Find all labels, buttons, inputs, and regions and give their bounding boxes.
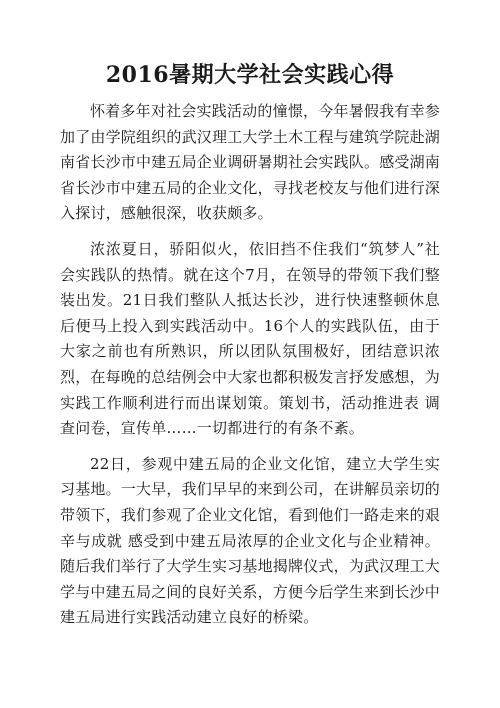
paragraph-1: 怀着多年对社会实践活动的憧憬，今年暑假我有幸参加了由学院组织的武汉理工大学土木工程与建筑学院赴湖南省长沙市中建五局企业调研暑期社会实践队。感受湖南省长沙市中建五局的企业文化，寻找老校友与他们进行深入探讨，感触很深，收获颇多。	[60, 102, 441, 223]
paragraph-3: 22日，参观中建五局的企业文化馆，建立大学生实习基地。一大早，我们早早的来到公司，在讲解员亲切的带领下，我们参观了企业文化馆，看到他们一路走来的艰辛与成就 感受到中建五局浓厚的企业文化与企业精神。随后我们举行了大学生实习基地揭牌仪式，为武汉理工大学与中建五局之间的良好关系，方便今后学生来到长沙中建五局进行实践活动建立良好的桥梁。	[60, 454, 441, 627]
document-title: 2016暑期大学社会实践心得	[105, 62, 395, 88]
paragraph-2: 浓浓夏日，骄阳似火，依旧挡不住我们“筑梦人”社会实践队的热情。就在这个7月，在领导的带领下我们整装出发。21日我们整队人抵达长沙，进行快速整顿休息后便马上投入到实践活动中。16个人的实践队伍，由于大家之前也有所熟识，所以团队氛围极好，团结意识浓烈，在每晚的总结例会中大家也都积极发言抒发感想，为实践工作顺利进行而出谋划策。策划书，活动推进表 调查问卷，宣传单……一切都进行的有条不紊。	[60, 239, 441, 438]
document-body	[60, 99, 440, 641]
